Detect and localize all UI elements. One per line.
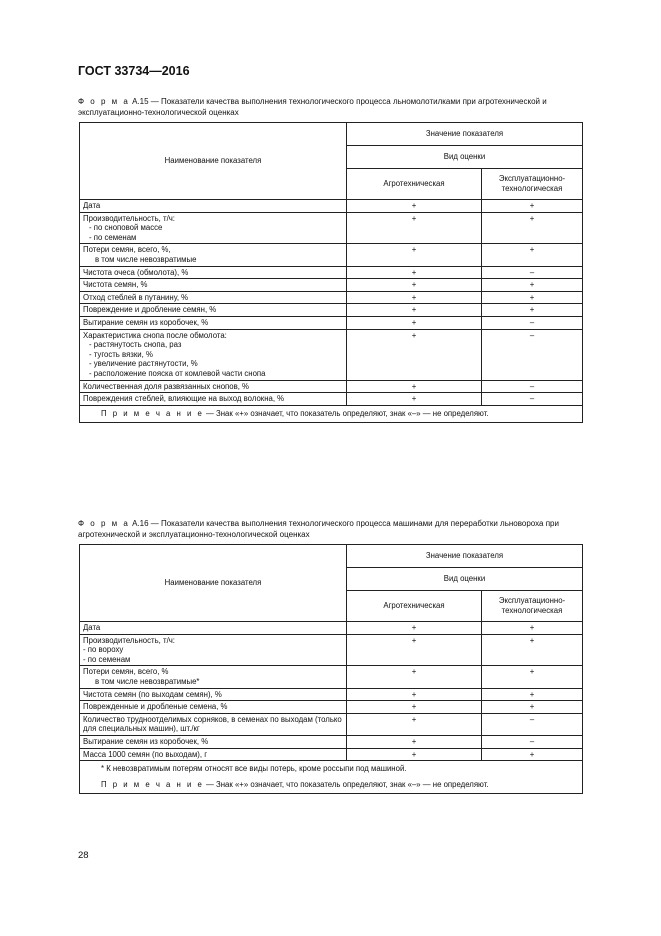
column-header-agro: Агротехническая xyxy=(347,169,482,200)
note-row xyxy=(80,777,583,794)
value-agro: + xyxy=(347,748,482,761)
table-row xyxy=(80,212,583,244)
row-name-line: Чистота семян, % xyxy=(83,280,148,290)
row-name xyxy=(80,701,347,714)
table-row xyxy=(80,279,583,292)
note-text: — Знак «+» означает, что показатель определяют, знак «–» — не определяют. xyxy=(203,408,489,418)
value-agro: + xyxy=(347,622,482,635)
row-name xyxy=(80,291,347,304)
column-header-exp: Эксплуатационно-технологическая xyxy=(482,591,583,622)
form-label: Ф о р м а xyxy=(78,97,130,106)
value-agro: + xyxy=(347,279,482,292)
column-header-agro: Агротехническая xyxy=(347,591,482,622)
row-name-line: в том числе невозвратимые xyxy=(95,254,197,264)
table-row xyxy=(80,329,583,380)
row-name-line: Вытирание семян из коробочек, % xyxy=(83,736,209,746)
value-agro: + xyxy=(347,735,482,748)
row-name xyxy=(80,244,347,266)
column-header-name: Наименование показателя xyxy=(80,123,347,200)
row-name-line: Потери семян, всего, %, xyxy=(83,245,171,255)
form-caption-a16 xyxy=(78,518,588,540)
row-name-line: Вытирание семян из коробочек, % xyxy=(83,317,209,327)
value-agro: + xyxy=(347,666,482,688)
value-agro: + xyxy=(347,304,482,317)
value-agro: + xyxy=(347,212,482,244)
row-name-line: Повреждение и дробление семян, % xyxy=(83,305,217,315)
row-name xyxy=(80,622,347,635)
column-header-exp: Эксплуатационно-технологическая xyxy=(482,169,583,200)
form-label: Ф о р м а xyxy=(78,519,130,528)
table-row xyxy=(80,622,583,635)
row-name-line: - расположение пояска от комлевой части снопа xyxy=(89,368,266,378)
row-name xyxy=(80,279,347,292)
column-header-value: Значение показателя xyxy=(347,545,583,568)
value-agro: + xyxy=(347,316,482,329)
table-a15 xyxy=(79,122,583,423)
value-agro: + xyxy=(347,329,482,380)
form-title: А.15 — Показатели качества выполнения технологического процесса льномолотилками при агротехнической и эксплуатационно-технологической оценках xyxy=(78,97,547,117)
row-name-line: Чистота семян (по выходам семян), % xyxy=(83,689,222,699)
note xyxy=(80,777,583,794)
table-row xyxy=(80,304,583,317)
row-name xyxy=(80,316,347,329)
row-name xyxy=(80,634,347,666)
table-row xyxy=(80,316,583,329)
header-row xyxy=(80,545,583,568)
row-name-line: Характеристика снопа после обмолота: xyxy=(83,330,227,340)
table-row xyxy=(80,244,583,266)
value-exp: + xyxy=(482,701,583,714)
table-row xyxy=(80,380,583,393)
row-name-line: - тугость вязки, % xyxy=(89,349,153,359)
row-name xyxy=(80,212,347,244)
value-exp: + xyxy=(482,634,583,666)
table-row xyxy=(80,291,583,304)
value-exp: – xyxy=(482,735,583,748)
table-row xyxy=(80,393,583,406)
value-agro: + xyxy=(347,380,482,393)
row-name-line: Количество трудноотделимых сорняков, в семенах по выходам (только для специальных машин), шт./кг xyxy=(83,714,342,734)
page-number: 28 xyxy=(78,850,89,861)
row-name-line: - по сноповой массе xyxy=(89,223,163,233)
table-row xyxy=(80,748,583,761)
row-name-line: - по семенам xyxy=(89,232,137,242)
table-row xyxy=(80,688,583,701)
table-row xyxy=(80,735,583,748)
value-agro: + xyxy=(347,200,482,213)
row-name xyxy=(80,304,347,317)
row-name-line: - увеличение растянутости, % xyxy=(89,359,198,369)
row-name-line: Количественная доля развязанных снопов, % xyxy=(83,381,249,391)
note-label: П р и м е ч а н и е xyxy=(101,779,204,789)
value-exp: – xyxy=(482,329,583,380)
value-exp: + xyxy=(482,200,583,213)
value-exp: – xyxy=(482,316,583,329)
row-name-line: в том числе невозвратимые* xyxy=(95,676,200,686)
table-row xyxy=(80,701,583,714)
row-name-line: Отход стеблей в путанину, % xyxy=(83,292,189,302)
value-exp: + xyxy=(482,666,583,688)
value-exp: + xyxy=(482,304,583,317)
value-agro: + xyxy=(347,634,482,666)
value-agro: + xyxy=(347,688,482,701)
footnote: * К невозвратимым потерям относят все виды потерь, кроме россыпи под машиной. xyxy=(80,761,583,777)
value-exp: + xyxy=(482,244,583,266)
value-agro: + xyxy=(347,713,482,735)
table-row xyxy=(80,266,583,279)
row-name-line: Дата xyxy=(83,623,101,632)
value-agro: + xyxy=(347,266,482,279)
row-name xyxy=(80,666,347,688)
header-row xyxy=(80,123,583,146)
value-exp: – xyxy=(482,380,583,393)
form-caption-a15 xyxy=(78,96,588,118)
row-name xyxy=(80,266,347,279)
note-text: — Знак «+» означает, что показатель определяют, знак «–» — не определяют. xyxy=(203,779,489,789)
row-name-line: Дата xyxy=(83,201,101,210)
table-a16 xyxy=(79,544,583,794)
row-name xyxy=(80,748,347,761)
value-exp: + xyxy=(482,279,583,292)
table-row xyxy=(80,666,583,688)
value-exp: – xyxy=(482,393,583,406)
table-row xyxy=(80,713,583,735)
row-name-line: Масса 1000 семян (по выходам), г xyxy=(83,749,208,759)
value-agro: + xyxy=(347,393,482,406)
value-exp: + xyxy=(482,748,583,761)
note xyxy=(80,405,583,423)
value-exp: + xyxy=(482,622,583,635)
row-name xyxy=(80,713,347,735)
value-exp: + xyxy=(482,291,583,304)
column-header-value: Значение показателя xyxy=(347,123,583,146)
form-title: А.16 — Показатели качества выполнения технологического процесса машинами для переработки льновороха при агротехнической и эксплуатационно-технологической оценках xyxy=(78,519,559,539)
table-row xyxy=(80,200,583,213)
note-label: П р и м е ч а н и е xyxy=(101,408,204,418)
value-exp: + xyxy=(482,212,583,244)
value-agro: + xyxy=(347,701,482,714)
footnote-row xyxy=(80,761,583,777)
column-header-type: Вид оценки xyxy=(347,568,583,591)
document-header: ГОСТ 33734—2016 xyxy=(78,64,190,78)
row-name-line: - по семенам xyxy=(83,654,131,664)
value-exp: – xyxy=(482,713,583,735)
value-exp: – xyxy=(482,266,583,279)
row-name-line: Производительность, т/ч: xyxy=(83,635,175,645)
row-name-line: Чистота очеса (обмолота), % xyxy=(83,267,189,277)
table-row xyxy=(80,634,583,666)
row-name xyxy=(80,380,347,393)
column-header-name: Наименование показателя xyxy=(80,545,347,622)
row-name-line: Потери семян, всего, % xyxy=(83,667,169,677)
row-name xyxy=(80,393,347,406)
row-name-line: - по вороху xyxy=(83,645,124,655)
row-name xyxy=(80,735,347,748)
row-name-line: - растянутость снопа, раз xyxy=(89,340,182,350)
column-header-type: Вид оценки xyxy=(347,146,583,169)
value-exp: + xyxy=(482,688,583,701)
row-name xyxy=(80,200,347,213)
row-name xyxy=(80,329,347,380)
value-agro: + xyxy=(347,244,482,266)
row-name-line: Повреждения стеблей, влияющие на выход волокна, % xyxy=(83,394,285,404)
note-row xyxy=(80,405,583,423)
row-name-line: Производительность, т/ч: xyxy=(83,213,175,223)
value-agro: + xyxy=(347,291,482,304)
row-name-line: Поврежденные и дробленые семена, % xyxy=(83,702,228,712)
row-name xyxy=(80,688,347,701)
